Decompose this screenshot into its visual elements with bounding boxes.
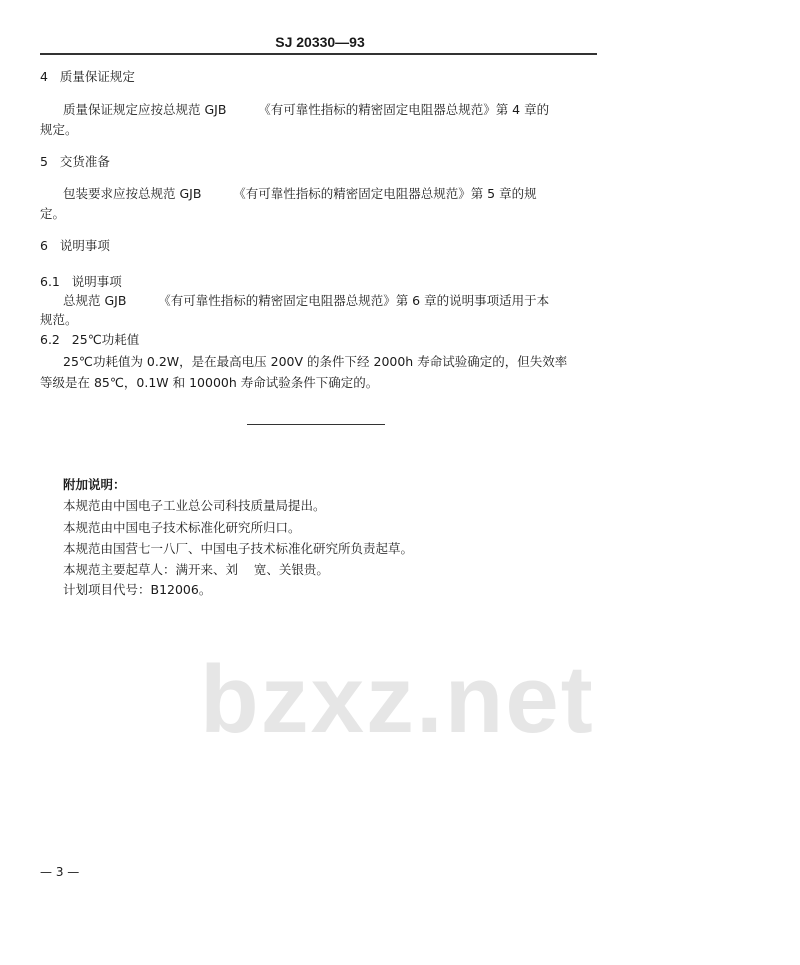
section-6-1-para-cont: 规范。 [40,312,78,327]
section-4-para: 质量保证规定应按总规范 GJB 《有可靠性指标的精密固定电阻器总规范》第 4 章的 [63,102,550,117]
section-5-title: 5 交货准备 [40,154,110,169]
section-4-para-cont: 规定。 [40,122,78,137]
header-rule [40,53,597,55]
appendix-title: 附加说明： [63,477,126,492]
end-separator [247,424,385,425]
appendix-line: 本规范由国营七一八厂、中国电子技术标准化研究所负责起草。 [63,541,414,556]
appendix-line: 本规范由中国电子工业总公司科技质量局提出。 [63,498,326,513]
section-4-title: 4 质量保证规定 [40,69,135,84]
appendix-line: 计划项目代号：B12006。 [63,582,212,597]
section-6-2-para-cont: 等级是在 85℃，0.1W 和 10000h 寿命试验条件下确定的。 [40,375,379,390]
section-6-title: 6 说明事项 [40,238,110,253]
appendix-line: 本规范主要起草人：满开来、刘 宽、关银贵。 [63,562,329,577]
section-6-2-para: 25℃功耗值为 0.2W，是在最高电压 200V 的条件下经 2000h 寿命试验确定的，但失效率 [63,354,568,369]
section-6-2-title: 6.2 25℃功耗值 [40,332,140,347]
section-5-para: 包装要求应按总规范 GJB 《有可靠性指标的精密固定电阻器总规范》第 5 章的规 [63,186,537,201]
section-5-para-cont: 定。 [40,206,66,221]
page-header: SJ 20330—93 [275,34,365,50]
section-6-1-para: 总规范 GJB 《有可靠性指标的精密固定电阻器总规范》第 6 章的说明事项适用于本 [63,293,550,308]
page-number: — 3 — [40,865,80,879]
section-6-1-title: 6.1 说明事项 [40,274,122,289]
watermark: bzxz.net [200,646,595,753]
appendix-line: 本规范由中国电子技术标准化研究所归口。 [63,520,301,535]
